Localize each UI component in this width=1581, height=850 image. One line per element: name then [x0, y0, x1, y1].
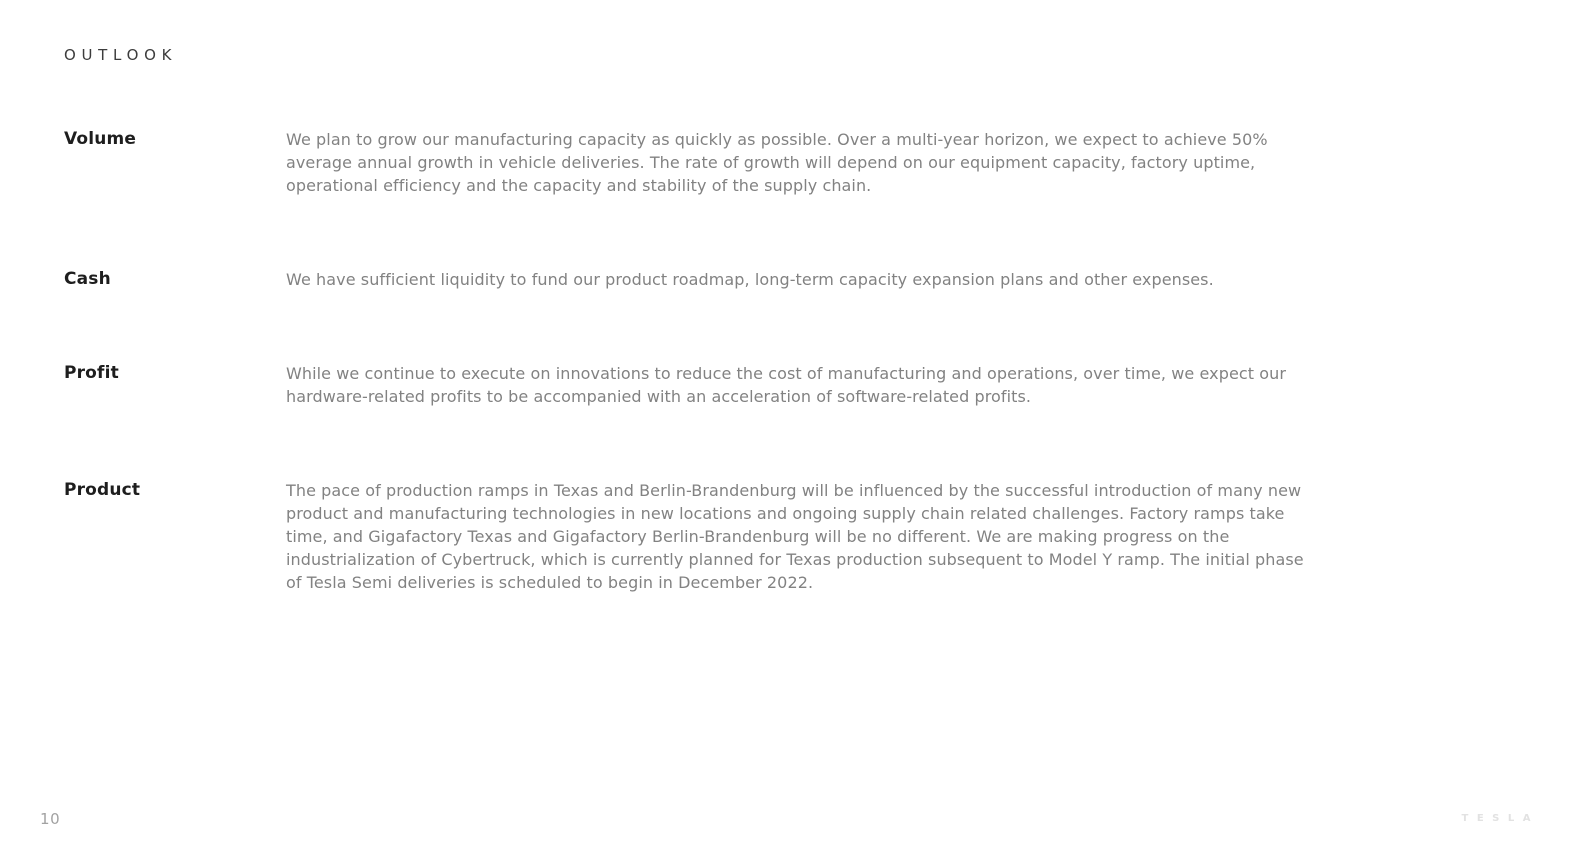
- section-label-profit: Profit: [64, 363, 119, 383]
- page-number: 10: [40, 810, 61, 828]
- section-text-product: The pace of production ramps in Texas and Berlin-Brandenburg will be influenced by the successful introduction of many new product and manufacturing technologies in new locations and ongoing supply chain related challenges. Factory ramps take time, and Gigafactory Texas and Gigafactory Berlin-Brandenburg will be no different. We are making progress on the industrialization of Cybertruck, which is currently planned for Texas production subsequent to Model Y ramp. The initial phase of Tesla Semi deliveries is scheduled to begin in December 2022.: [286, 481, 1304, 592]
- section-row-volume: [64, 128, 1521, 197]
- section-row-profit: [64, 362, 1521, 408]
- section-text-profit: While we continue to execute on innovations to reduce the cost of manufacturing and operations, over time, we expect our hardware-related profits to be accompanied with an acceleration of software-related profits.: [286, 364, 1287, 406]
- section-text-cash: We have sufficient liquidity to fund our product roadmap, long-term capacity expansion plans and other expenses.: [286, 270, 1214, 289]
- tesla-logo: TESLA: [1461, 813, 1539, 824]
- section-text-volume: We plan to grow our manufacturing capacity as quickly as possible. Over a multi-year horizon, we expect to achieve 50% average annual growth in vehicle deliveries. The rate of growth will depend on our equipment capacity, factory uptime, operational efficiency and the capacity and stability of the supply chain.: [286, 130, 1268, 195]
- section-label-volume: Volume: [64, 129, 137, 149]
- sections-container: [64, 128, 1521, 665]
- section-row-product: [64, 479, 1521, 594]
- section-label-cash: Cash: [64, 269, 111, 289]
- section-label-product: Product: [64, 480, 141, 500]
- page-title: OUTLOOK: [64, 46, 178, 64]
- section-row-cash: [64, 268, 1521, 291]
